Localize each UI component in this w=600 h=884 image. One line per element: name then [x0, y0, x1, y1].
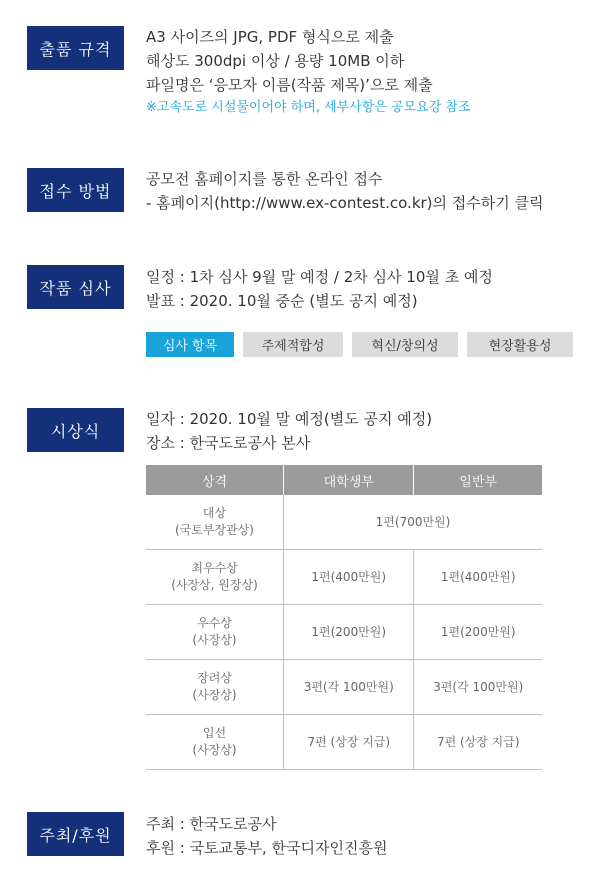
criteria-tab-innovation: 혁신/창의성 — [352, 332, 458, 357]
award-name: 최우수상 — [191, 561, 238, 575]
submission-details — [146, 25, 586, 119]
award-sub: (사장상, 원장상) — [171, 578, 258, 592]
table-row — [146, 495, 542, 550]
submission-note: ※고속도로 시설물이어야 하며, 세부사항은 공모요강 참조 — [146, 100, 471, 115]
section-label-review: 작품 심사 — [27, 265, 124, 309]
award-sub: (사장상) — [192, 743, 237, 757]
table-header: 일반부 — [414, 465, 542, 495]
ceremony-line: 일자 : 2020. 10월 말 예정(별도 공지 예정) — [146, 410, 433, 428]
award-name: 입선 — [202, 726, 227, 740]
criteria-tab-applicability: 현장활용성 — [467, 332, 573, 357]
table-row — [146, 550, 542, 605]
review-criteria-tabs — [146, 332, 573, 357]
award-value-univ: 3편(각 100만원) — [284, 660, 414, 715]
submission-line: 파일명은 ‘응모자 이름(작품 제목)’으로 제출 — [146, 76, 433, 94]
reception-line: 공모전 홈페이지를 통한 온라인 접수 — [146, 170, 383, 188]
review-line: 발표 : 2020. 10월 중순 (별도 공지 예정) — [146, 292, 418, 310]
ceremony-details — [146, 407, 586, 455]
host-line: 주최 : 한국도로공사 — [146, 815, 277, 833]
award-name: 장려상 — [197, 671, 232, 685]
awards-table — [146, 465, 542, 770]
award-name-cell — [146, 715, 284, 770]
table-row — [146, 605, 542, 660]
reception-line: - 홈페이지(http://www.ex-contest.co.kr)의 접수하기 클릭 — [146, 194, 544, 212]
award-value-general: 1편(200만원) — [414, 605, 542, 660]
award-sub: (사장상) — [192, 688, 237, 702]
award-name-cell — [146, 495, 284, 550]
reception-details — [146, 167, 586, 215]
award-name-cell — [146, 605, 284, 660]
section-label-submission: 출품 규격 — [27, 26, 124, 70]
award-value-general: 7편 (상장 지급) — [414, 715, 542, 770]
review-details — [146, 265, 586, 313]
submission-line: A3 사이즈의 JPG, PDF 형식으로 제출 — [146, 28, 394, 46]
award-sub: (사장상) — [192, 633, 237, 647]
review-line: 일정 : 1차 심사 9월 말 예정 / 2차 심사 10월 초 예정 — [146, 268, 493, 286]
award-value-general: 3편(각 100만원) — [414, 660, 542, 715]
award-name-cell — [146, 660, 284, 715]
section-label-reception: 접수 방법 — [27, 168, 124, 212]
award-value-univ: 7편 (상장 지급) — [284, 715, 414, 770]
award-value-general: 1편(400만원) — [414, 550, 542, 605]
table-row — [146, 660, 542, 715]
award-name: 우수상 — [197, 616, 232, 630]
criteria-tab-relevance: 주제적합성 — [243, 332, 343, 357]
award-value-merged: 1편(700만원) — [284, 495, 543, 550]
award-sub: (국토부장관상) — [175, 523, 254, 537]
table-header: 상격 — [146, 465, 284, 495]
award-value-univ: 1편(400만원) — [284, 550, 414, 605]
section-label-ceremony: 시상식 — [27, 408, 124, 452]
award-value-univ: 1편(200만원) — [284, 605, 414, 660]
table-row — [146, 715, 542, 770]
section-label-host: 주최/후원 — [27, 812, 124, 856]
award-name: 대상 — [202, 506, 227, 520]
host-details — [146, 812, 586, 860]
host-line: 후원 : 국토교통부, 한국디자인진흥원 — [146, 839, 388, 857]
ceremony-line: 장소 : 한국도로공사 본사 — [146, 434, 311, 452]
award-name-cell — [146, 550, 284, 605]
submission-line: 해상도 300dpi 이상 / 용량 10MB 이하 — [146, 52, 405, 70]
table-header: 대학생부 — [284, 465, 414, 495]
criteria-tab-header: 심사 항목 — [146, 332, 234, 357]
